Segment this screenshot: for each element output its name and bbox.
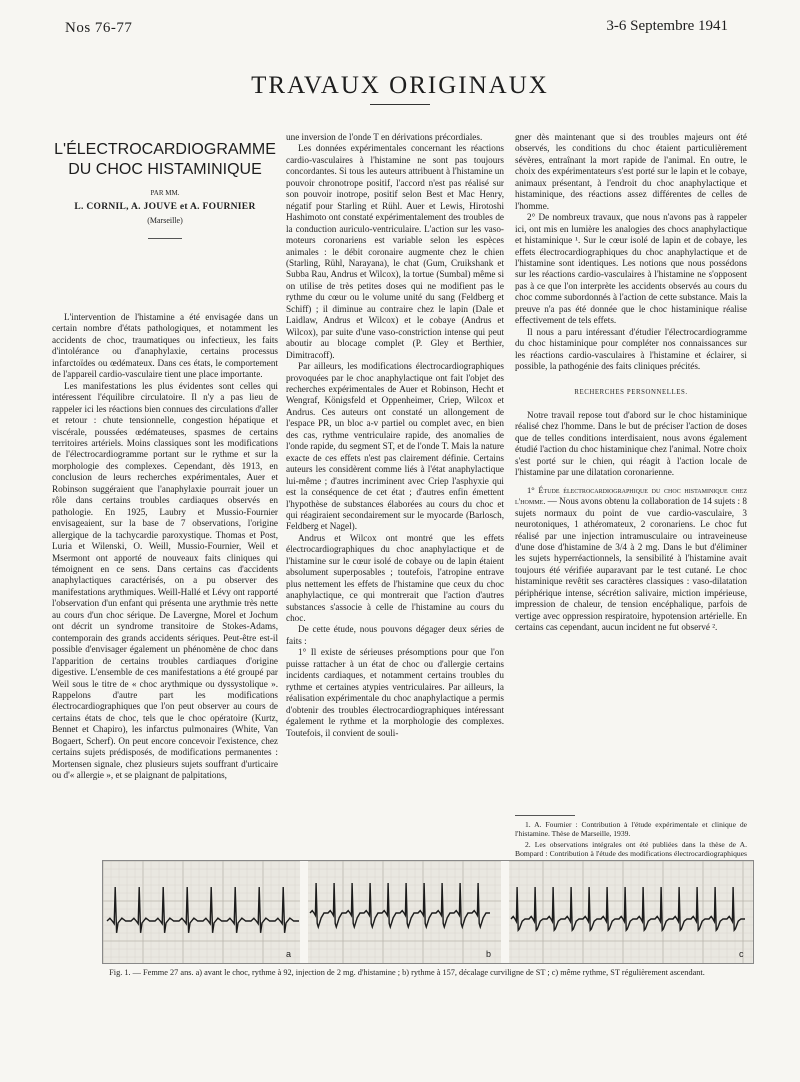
paragraph: Par ailleurs, les modifications électrocardiographiques provoquées par le choc anaphylactique ont fait l'objet des recherches expérimentales de Auer et Robinson, Hecht et Wengraf, Königsfeld et Oppenheimer, Criep, Wilcox et Andrus. Ces auteurs ont constaté un allongement de l'espace PR, un bloc a-v partiel ou complet avec, en bien des cas, rythme ventriculaire rapide, des anomalies de l'onde rapide, du segment ST, et de l'onde T. Mais la nature exacte de ces effets n'est pas clairement définie. Certains auteurs les considèrent comme liés à l'état anaphylactique lui-même ; d'autres incriminent avec Criep l'asphyxie qui est la conséquence de cet état ; d'autres enfin émettent l'hypothèse de substances élaborées au cours du choc et qui réagiraient secondairement sur le myocarde (Barlosch, Feldberg et Nagel).: [286, 361, 504, 532]
footnote: 1. A. Fournier : Contribution à l'étude expérimentale et clinique de l'histamine. Thèse de Marseille, 1939.: [515, 820, 747, 839]
column-1: [52, 312, 278, 782]
authors: L. CORNIL, A. JOUVE et A. FOURNIER: [74, 202, 256, 212]
paragraph: Les manifestations les plus évidentes sont celles qui intéressent l'équilibre circulatoire. Il n'y a pas lieu de rappeler ici les réactions bien connues des circulations d'aller et retour : chute tensionnelle, congestion hépatique et viscérale, poussées œdémateuses, spasmes de certains territoires artériels. Moins classiques sont les modifications de l'électrocardiogramme portant sur le rythme et sur la morphologie des complexes. Cependant, dès 1913, en conclusion de leurs recherches expérimentales, Auer et Robinson suggéraient que l'anaphylaxie pourrait jouer un rôle dans certains troubles cardiaques observés en pathologie. En 1925, Laubry et Mussio-Fournier envisageaient, sur la base de 7 observations, l'origine allergique de la tachycardie paroxystique. Thomas et Post, Luria et Wilenski, O. Weill, Mussio-Fournier, Weil et Msermont ont apporté de nouveaux faits cliniques qui témoignent en ce sens. Dans certains cas d'accidents anaphylactiques caractérisés, on a pu observer des manifestations arythmiques. Weill-Hallé et Lévy ont rapporté l'observation d'un enfant qui présenta une arythmie très nette au cours d'un choc sérique. De Lavergne, Morel et Jochum ont décrit un syndrome transitoire de Stokes-Adams, contemporain des grands accidents sériques. Peut-être est-il possible d'envisager également un phénomène de choc dans l'apparition de certains troubles cardiaques d'origine digestive. L'ensemble de ces manifestations a été groupé par Weil sous le titre de « choc arythmique ou dyssystolique ». Rappelons d'autre part les modifications électrocardiographiques que l'on peut observer au cours de certains états de choc, tels que le choc opératoire (Kurtz, Bennet et Chapiro), les infarctus pulmonaires (White, Van Bogaert, Scherf). On peut encore concevoir l'existence, chez certains sujets prédisposés, de modifications permanentes : Mortensen signale, chez plusieurs sujets souffrant d'urticaire ou d'« allergie », et se plaignant de palpitations,: [52, 380, 278, 781]
study-text: — Nous avons obtenu la collaboration de 14 sujets : 8 sujets normaux du point de vue cardio-vasculaire, 3 neurotoniques, 1 athéromateux, 2 coronariens. Le choc fut réalisé par une injection intramusculaire ou intraveineuse d'une dose d'histamine de 3/4 à 2 mg. Dans le but d'éliminer les sujets hyperréactionnels, la sensibilité à l'histamine avait toujours été vérifiée auparavant par le test cutané. Le choc histaminique revêtit ses caractères classiques : vaso-dilatation périphérique intense, sécrétion salivaire, miction impérieuse, impression de chaleur, de tension encéphalique, parfois de vertige avec oppression respiratoire, hypotension artérielle. En certains cas cependant, aucun incident ne fut observé ².: [515, 496, 747, 633]
author-affiliation: (Marseille): [147, 216, 183, 225]
author-divider: [148, 238, 182, 239]
figure-caption: Fig. 1. — Femme 27 ans. a) avant le choc, rythme à 92, injection de 2 mg. d'histamine ; b) rythme à 157, décalage curviligne de ST ; c) même rythme, ST régulièrement ascendant.: [109, 968, 705, 977]
ecg-trace-a: [107, 887, 299, 933]
issue-number: Nos 76-77: [65, 20, 133, 36]
paragraph: L'intervention de l'histamine a été envisagée dans un certain nombre d'états pathologiques, et notamment les accidents de choc, traumatiques ou infectieux, les faits d'intolérance ou d'anaphylaxie, certains processus infarctoïdes ou œdémateux. Dans ces états, le comportement de l'appareil cardio-vasculaire tient une place importante.: [52, 312, 278, 380]
ecg-trace-c: [511, 887, 745, 930]
research-heading: RECHERCHES PERSONNELLES.: [574, 388, 688, 396]
footnote: 2. Les observations intégrales ont été publiées dans la thèse de A. Bompard : Contribution à l'étude des modifications électrocardiographiques sous l'influence de l'histamine (Marseille, 1940).: [515, 839, 747, 868]
paragraph: 2° De nombreux travaux, que nous n'avons pas à rappeler ici, ont mis en lumière les analogies des chocs anaphylactique et histaminique ¹. Sur le cœur isolé de lapin et de cobaye, les effets électrocardiographiques du choc anaphylactique et de l'histamine sont identiques. Les notions que nous possédons sur les réactions cardio-vasculaires à l'histamine ne s'opposent pas à ce que l'on interprète les accidents observés au cours du choc comme subordonnés à l'action de cette substance. Mais la preuve n'a pas été donnée que le choc histaminique réalise effectivement de tels effets.: [515, 212, 747, 326]
paragraph: Notre travail repose tout d'abord sur le choc histaminique réalisé chez l'homme. Dans le but de préciser l'action de doses que de telles conditions interdisaient, nous avons également étudié l'action du choc histaminique chez l'animal. Notre choix s'est porté sur le chien, qui réagit à l'action locale de l'histamine par une dilatation coronarienne.: [515, 409, 747, 478]
panel-gap: [501, 861, 509, 963]
article-title-line1: L'ÉLECTROCARDIOGRAMME: [54, 141, 276, 158]
panel-label-b: b: [486, 949, 492, 959]
footnote-divider: [515, 815, 575, 816]
article-title-line2: DU CHOC HISTAMINIQUE: [68, 161, 262, 178]
column-3: [515, 132, 747, 634]
paragraph: Il nous a paru intéressant d'étudier l'électrocardiogramme du choc histaminique pour compléter nos connaissances sur les réactions cardio-vasculaires à l'histamine et éclairer, si possible, la pathogénie des faits cliniques précités.: [515, 326, 747, 372]
article-title: [52, 140, 278, 180]
paragraph: Les données expérimentales concernant les réactions cardio-vasculaires à l'histamine ne sont pas toujours concordantes. Si tous les auteurs attribuent à l'histamine un pouvoir chronotrope positif, l'accord n'est pas réalisé sur son pouvoir inotrope, positif selon Best et Mac Henry, négatif pour Starling et Rühl. Auer et Lewis, Hirotoshi Hashimoto ont constaté expérimentalement des troubles de la conduction auriculo-ventriculaire. L'action sur les vaso-moteurs coronariens est variable selon les espèces animales : le débit coronaire augmente chez le chien (Starling, Rühl, Narayana), le chat (Gum, Cruikshank et Subba Rau, Andrus et Wilcox), la tortue (Sumbal) même si on utilise de très petites doses qui ne modifient pas le rythme du cœur ou le volume unité du sang (Feldberg et Schiff) ; il diminue au contraire chez le lapin (Dale et Laidlaw, Andrus et Wilcox) et le cobaye (Andrus et Wilcox), par suite d'une vaso-constriction intense qui peut aboutir au blocage complet (P. Gley et Berthier, Dimitracoff).: [286, 143, 504, 360]
study-heading: 1° Étude électrocardiographique du choc histaminique chez l'homme.: [515, 484, 747, 507]
byline-prefix: PAR MM.: [150, 189, 180, 197]
ecg-grid: [103, 861, 753, 963]
column-2: [286, 132, 504, 739]
ecg-figure: [102, 860, 754, 964]
study-paragraph: [515, 485, 747, 634]
panel-label-a: a: [286, 949, 292, 959]
paragraph: une inversion de l'onde T en dérivations précordiales.: [286, 132, 483, 142]
panel-label-c: c: [739, 949, 744, 959]
paragraph: 1° Il existe de sérieuses présomptions pour que l'on puisse rattacher à un état de choc ou d'allergie certains incidents cardiaques, et notamment certains troubles du rythme et certaines atypies ventriculaires. Par ailleurs, la réalisation expérimentale du choc anaphylactique a permis d'obtenir des troubles électrocardiographiques intéressant également le rythme et la morphologie des complexes. Toutefois, il convient de souli-: [286, 647, 504, 738]
section-title: TRAVAUX ORIGINAUX: [251, 72, 549, 99]
paragraph: Andrus et Wilcox ont montré que les effets électrocardiographiques du choc anaphylactique et de l'histamine sur le cœur isolé de cobaye ou de lapin étaient absolument superposables ; toutefois, l'atropine entrave plus nettement les effets de l'histamine que ceux du choc anaphylactique, ce qui montrerait que l'action d'autres substances s'associe à celle de l'histamine au cours du choc.: [286, 532, 504, 624]
issue-date: 3-6 Septembre 1941: [606, 18, 728, 34]
paragraph: gner dès maintenant que si des troubles majeurs ont été observés, les conditions du choc étaient particulièrement sévères, entraînant la mort rapide de l'animal. En outre, le choix des expérimentateurs s'est porté sur le lapin et le cobaye, animaux présentant, à l'endroit du choc anaphylactique et histaminique, des réactions assez différentes de celles de l'homme.: [515, 132, 747, 211]
panel-gap: [300, 861, 308, 963]
title-divider: [370, 104, 430, 105]
paragraph: De cette étude, nous pouvons dégager deux séries de faits :: [286, 624, 504, 646]
